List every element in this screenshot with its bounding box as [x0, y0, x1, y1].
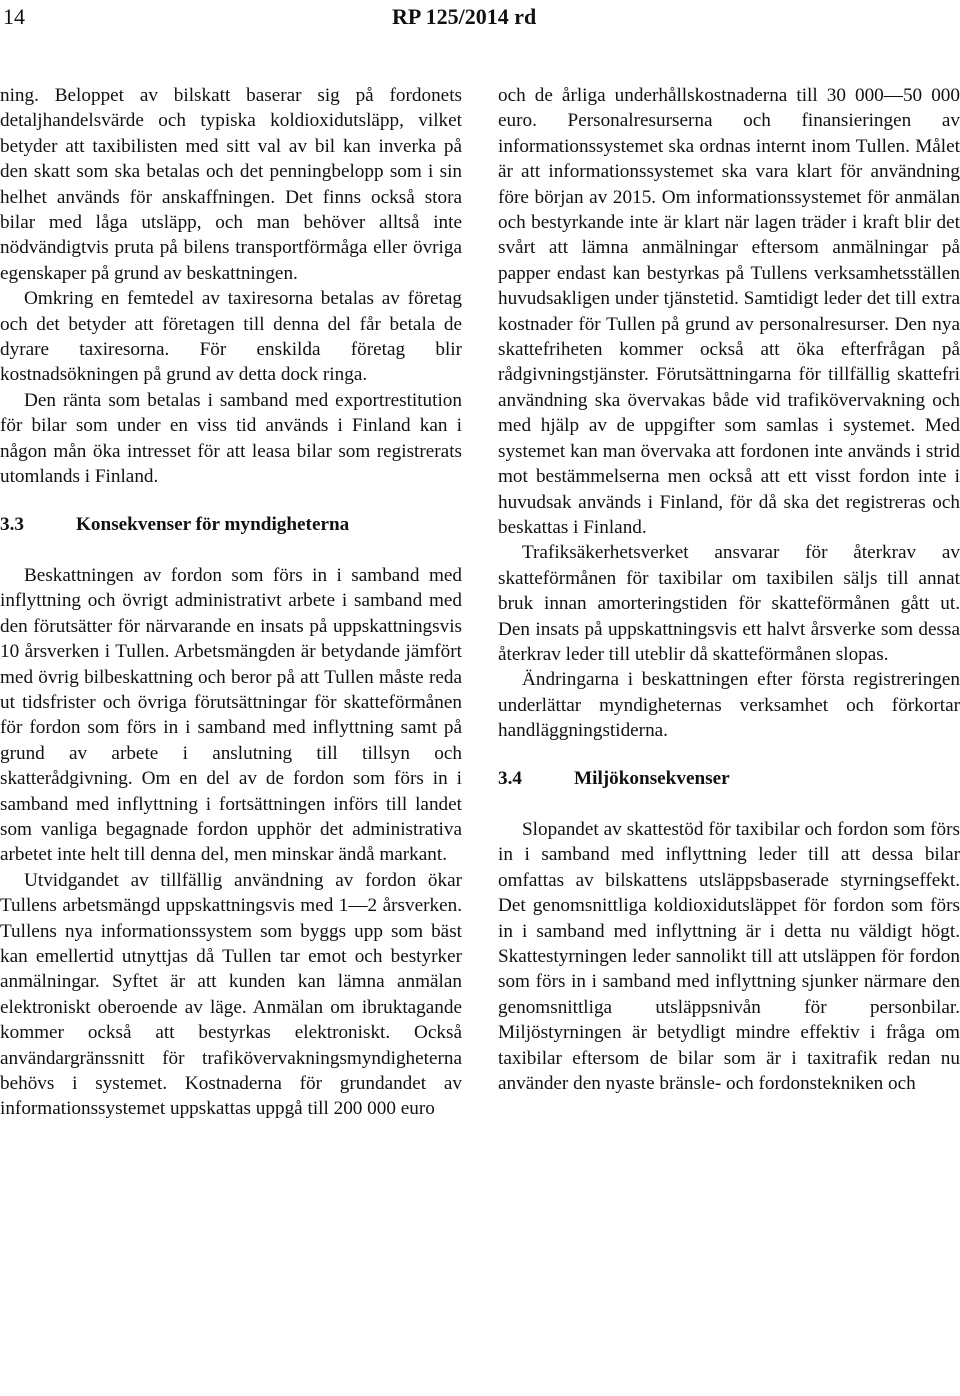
section-heading-3-3 [0, 512, 462, 537]
left-column [0, 83, 462, 1122]
paragraph: och de årliga underhållskostnaderna till 30 000—50 000 euro. Personalresurserna och finansieringen av informationssystemet ska ordnas internt inom Tullen. Målet är att informationssystemet ska vara klart för användning före början av 2015. Om informationssystemet för anmälan och bestyrkande inte är klart när lagen träder i kraft blir det svårt att lämna anmälningar eftersom anmälningar på papper endast kan bestyrkas på Tullens verksamhetsställen huvudsakligen under tjänstetid. Samtidigt leder det till extra kostnader för Tullen på grund av personalresurser. Den nya skattefriheten kommer också att öka efterfrågan på rådgivningstjänster. Förutsättningarna för tillfällig skattefri användning ska övervakas både vid trafikövervakning och med hjälp av de uppgifter som samlas i systemet. Med systemet kan man övervaka att fordonen inte används i strid mot bestämmelserna men också att ett visst fordon inte i huvudsak används i Finland, för då ska det registreras och beskattas i Finland. [498, 85, 960, 538]
page-number: 14 [3, 4, 25, 29]
right-column [498, 83, 960, 1096]
paragraph: Omkring en femtedel av taxiresorna betalas av företag och det betyder att företagen till denna del får betala de dyrare taxiresorna. För enskilda företag blir kostnadsökningen på grund av detta dock ringa. [0, 288, 462, 386]
paragraph: Beskattningen av fordon som förs in i samband med inflyttning och övrigt administrativt arbete i samband med den förutsätter för närvarande en insats på uppskattningsvis 10 årsverken i Tullen. Arbetsmängden är betydande jämfört med övrig bilbeskattning och beror på att Tullen måste reda ut tidsfrister och övriga förutsättningar för skatteförmånen för fordon som förs in i samband med inflyttning samt på grund av arbete i anslutning till tillsyn och skatterådgivning. Om en del av de fordon som förs in i samband med inflyttning i fortsättningen införs till landet som vanliga begagnade fordon upphör det administrativa arbetet inte helt till denna del, men minskar ändå markant. [0, 564, 462, 866]
paragraph: Slopandet av skattestöd för taxibilar och fordon som förs in i samband med inflyttning leder till att dessa bilar omfattas av bilskattens utsläppsbaserade styrningseffekt. Det genomsnittliga koldioxidutsläppet för fordon som förs in i samband med inflyttning är i detta nu väldigt högt. Skattestyrningen leder sannolikt till att utsläppen för fordon som förs in i samband med inflyttning sjunker närmare den genomsnittliga utsläppsnivån för personbilar. Miljöstyrningen är betydligt mindre effektiv i fråga om taxibilar eftersom de bilar som är i taxitrafik redan nu använder den nyaste bränsle- och fordonstekniken och [498, 818, 960, 1095]
paragraph: Utvidgandet av tillfällig användning av fordon ökar Tullens arbetsmängd uppskattningsvis med 1—2 årsverken. Tullens nya informationssystem som byggs upp som bäst kan emellertid utnyttjas då Tullen tar emot och bestyrker anmälningar. Syftet är att kunden kan lämna anmälan elektroniskt oberoende av läge. Anmälan om ibruktagande kommer också att bestyrkas elektroniskt. Också användargränssnitt för trafikövervakningsmyndigheterna behövs i systemet. Kostnaderna för grundandet av informationssystemet uppskattas uppgå till 200 000 euro [0, 869, 462, 1120]
paragraph: Den ränta som betalas i samband med exportrestitution för bilar som under en viss tid används i Finland kan i någon mån öka intresset för att leasa bilar som registrerats utomlands i Finland. [0, 389, 462, 488]
document-id: RP 125/2014 rd [392, 4, 537, 29]
paragraph: Ändringarna i beskattningen efter första registreringen underlättar myndigheternas verksamhet och förkortar handläggningstiderna. [498, 669, 960, 742]
section-number: 3.3 [0, 513, 24, 535]
section-number: 3.4 [498, 767, 522, 789]
section-title: Miljökonsekvenser [574, 767, 730, 789]
paragraph: ning. Beloppet av bilskatt baserar sig på fordonets detaljhandelsvärde och typiska koldioxidutsläpp, vilket betyder att taxibilisten med sitt val av bil kan inverka på den skatt som ska betalas och det penningbelopp som i sin helhet används för anskaffningen. Det finns också stora bilar med låga utsläpp, och man behöver alltså inte nödvändigtvis pruta på bilens transportförmåga eller övriga egenskaper på grund av beskattningen. [0, 85, 462, 284]
section-heading-3-4 [498, 766, 960, 791]
section-title: Konsekvenser för myndigheterna [76, 513, 350, 535]
paragraph: Trafiksäkerhetsverket ansvarar för återkrav av skatteförmånen för taxibilar om taxibilen säljs till annat bruk innan amorteringstiden för skatteförmånen gått ut. Den insats på uppskattningsvis ett halvt årsverke som dessa återkrav leder till uteblir då skatteförmånen slopas. [498, 542, 960, 665]
page-header [0, 0, 960, 34]
